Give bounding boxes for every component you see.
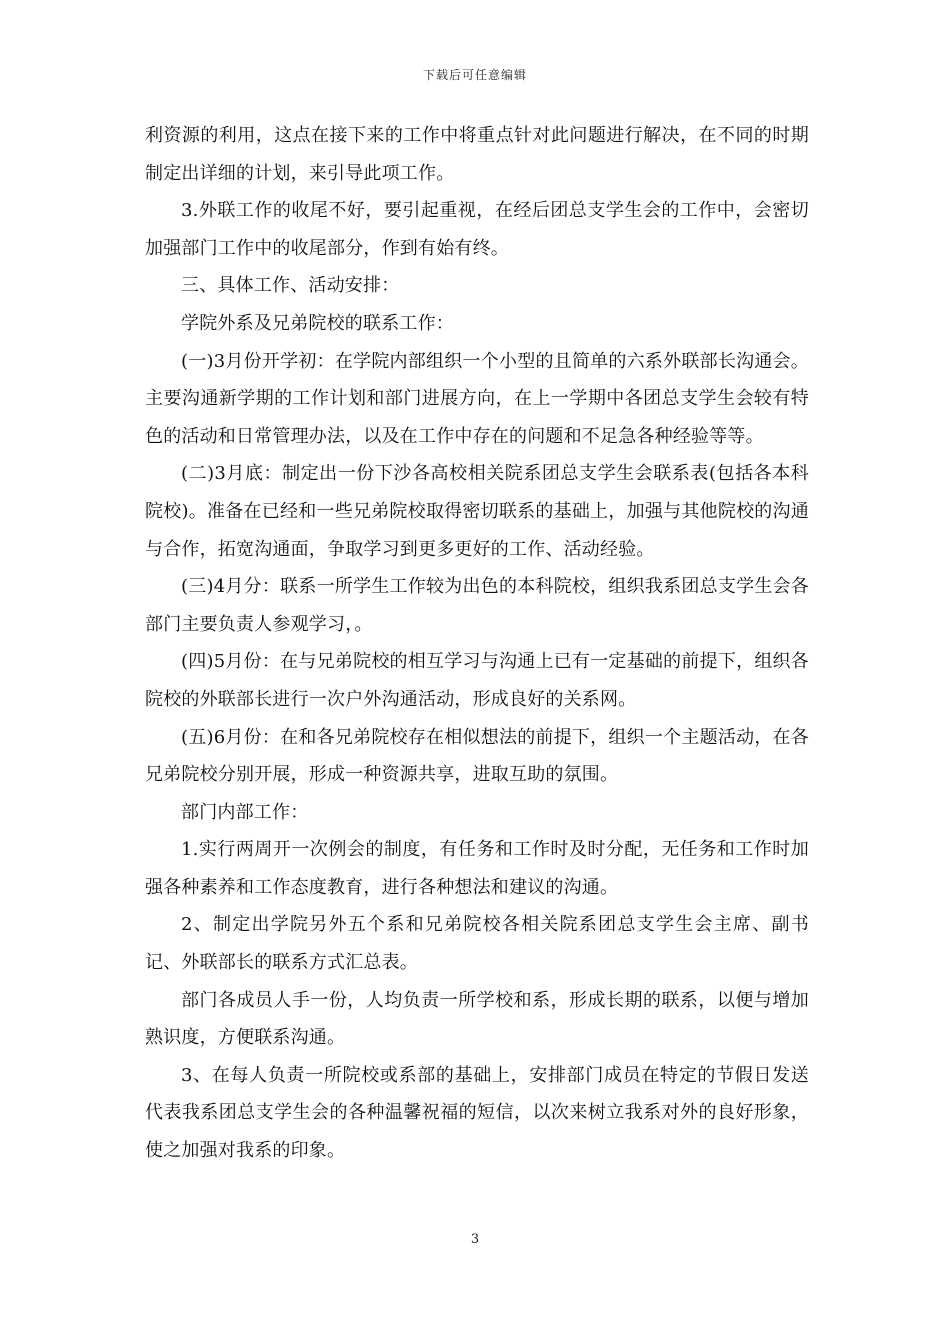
paragraph: (二)3月底：制定出一份下沙各高校相关院系团总支学生会联系表(包括各本科院校)。准备在已经和一些兄弟院校取得密切联系的基础上，加强与其他院校的沟通与合作，拓宽沟通面，争取学习到更多更好的工作、活动经验。 [145,463,809,560]
section-heading: 三、具体工作、活动安排： [181,275,400,297]
paragraph: 3、在每人负责一所院校或系部的基础上，安排部门成员在特定的节假日发送代表我系团总支学生会的各种温馨祝福的短信，以次来树立我系对外的良好形象，使之加强对我系的印象。 [145,1064,809,1162]
paragraph: 1.实行两周开一次例会的制度，有任务和工作时及时分配，无任务和工作时加强各种素养和工作态度教育，进行各种想法和建议的沟通。 [145,839,809,898]
paragraph: 3.外联工作的收尾不好，要引起重视，在经后团总支学生会的工作中，会密切加强部门工作中的收尾部分，作到有始有终。 [145,200,809,259]
subsection-heading: 学院外系及兄弟院校的联系工作： [181,312,454,334]
subsection-heading: 部门内部工作： [181,801,309,823]
paragraph: 利资源的利用，这点在接下来的工作中将重点针对此问题进行解决，在不同的时期制定出详细的计划，来引导此项工作。 [145,125,809,184]
document-body [145,117,809,1170]
paragraph: (一)3月份开学初：在学院内部组织一个小型的且简单的六系外联部长沟通会。主要沟通新学期的工作计划和部门进展方向，在上一学期中各团总支学生会较有特色的活动和日常管理办法，以及在工作中存在的问题和不足急各种经验等等。 [145,350,809,447]
paragraph: 2、制定出学院另外五个系和兄弟院校各相关院系团总支学生会主席、副书记、外联部长的联系方式汇总表。 [145,914,809,974]
paragraph: (三)4月分：联系一所学生工作较为出色的本科院校，组织我系团总支学生会各部门主要负责人参观学习，。 [145,576,809,635]
paragraph: 部门各成员人手一份，人均负责一所学校和系，形成长期的联系，以便与增加熟识度，方便联系沟通。 [145,989,809,1049]
page-number: 3 [470,1232,480,1247]
page-header: 下载后可任意编辑 [422,68,527,82]
paragraph: (五)6月份：在和各兄弟院校存在相似想法的前提下，组织一个主题活动，在各兄弟院校分别开展，形成一种资源共享，进取互助的氛围。 [145,726,809,786]
paragraph: (四)5月份：在与兄弟院校的相互学习与沟通上已有一定基础的前提下，组织各院校的外联部长进行一次户外沟通活动，形成良好的关系网。 [145,651,809,710]
